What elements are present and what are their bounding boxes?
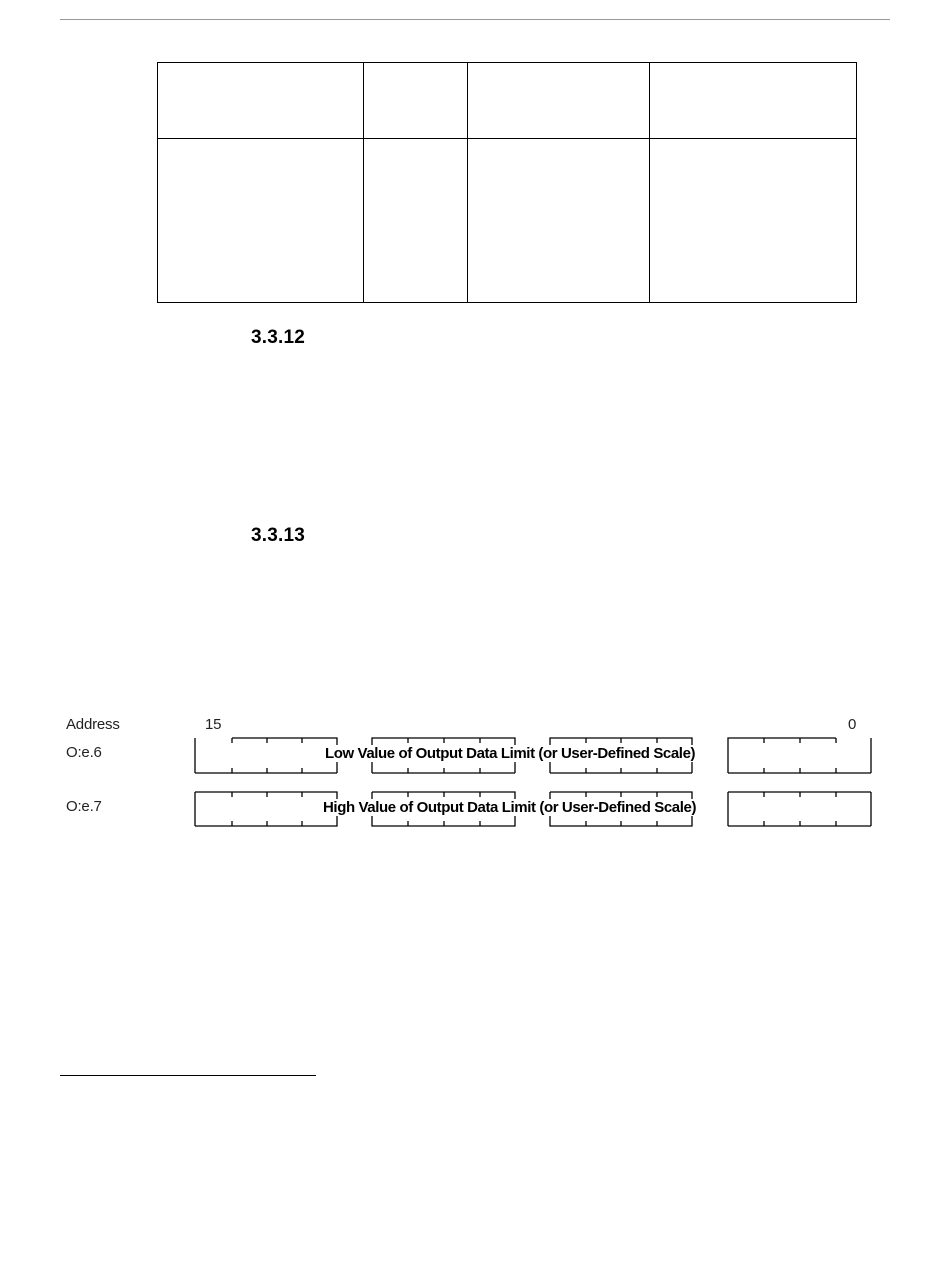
section-heading-3-3-12: 3.3.12 <box>251 327 306 348</box>
register-label-high-limit: High Value of Output Data Limit (or User-Defined Scale) <box>323 799 697 816</box>
register-address-row-2: O:e.7 <box>66 798 102 815</box>
section-heading-3-3-13: 3.3.13 <box>251 525 306 546</box>
address-header: Address <box>66 716 120 733</box>
footnote-separator <box>60 1075 316 1076</box>
bit-15-label: 15 <box>205 716 222 733</box>
register-address-row-1: O:e.6 <box>66 744 102 761</box>
bit-0-label: 0 <box>848 716 857 733</box>
register-label-low-limit: Low Value of Output Data Limit (or User-Defined Scale) <box>325 745 696 762</box>
